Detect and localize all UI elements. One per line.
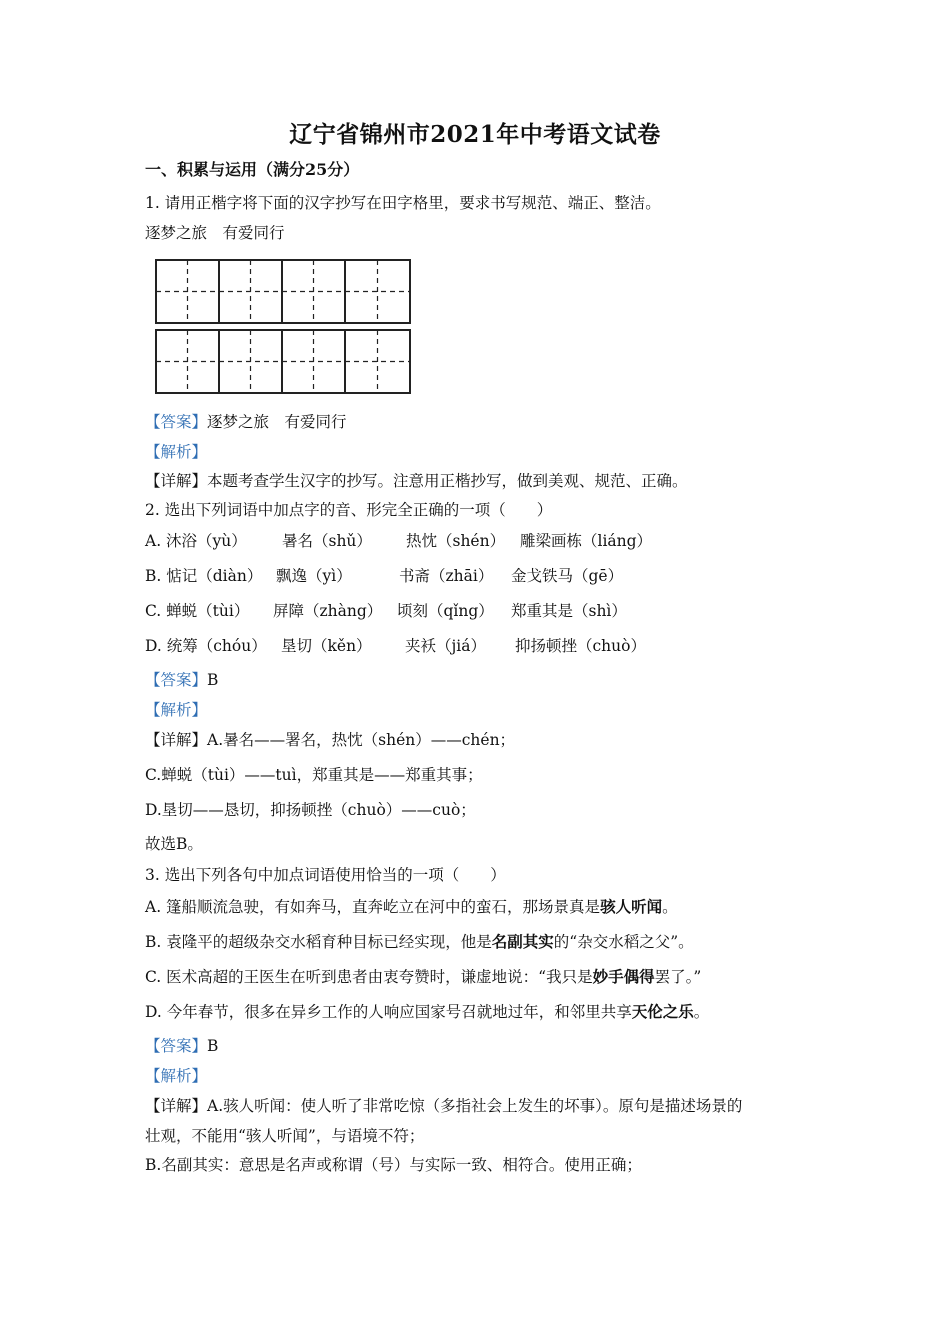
question-1-analysis xyxy=(145,442,207,462)
option-d-keyword: 天伦之乐 xyxy=(631,1002,694,1021)
analysis-tag: 【解析】 xyxy=(145,1067,208,1085)
option-a-word-3: 热忱（shén） xyxy=(406,532,506,550)
section-heading: 一、积累与运用（满分25分） xyxy=(145,160,360,179)
question-2-answer xyxy=(145,670,218,690)
answer-text: B xyxy=(207,671,219,689)
option-b-text: B. 袁隆平的超级杂交水稻育种目标已经实现，他是 xyxy=(145,933,492,951)
answer-tag: 【答案】 xyxy=(145,671,208,689)
question-1-detail xyxy=(145,471,688,491)
question-2-stem: 2. 选出下列词语中加点字的音、形完全正确的一项（ ） xyxy=(145,501,553,519)
question-3-option-d xyxy=(145,1002,709,1022)
question-2-option-d xyxy=(145,636,646,656)
option-c-word-3: 顷刻（qǐng） xyxy=(397,602,494,620)
question-3-stem: 3. 选出下列各句中加点词语使用恰当的一项（ ） xyxy=(145,866,506,884)
question-1-text: 逐梦之旅 有爱同行 xyxy=(145,224,285,242)
option-a-word-4: 雕梁画栋（liáng） xyxy=(520,532,653,550)
question-3-detail-1 xyxy=(145,1096,742,1116)
option-c-word-1: C. 蝉蜕（tùi） xyxy=(145,602,250,620)
question-3-option-c xyxy=(145,967,701,987)
option-c-end: 罢了。” xyxy=(654,968,702,986)
analysis-tag: 【解析】 xyxy=(145,443,208,461)
option-a-text: A. 篷船顺流急驶，有如奔马，直奔屹立在河中的蛮石，那场景真是 xyxy=(145,898,601,916)
question-3-option-a xyxy=(145,897,678,917)
question-1-stem: 1. 请用正楷字将下面的汉字抄写在田字格里，要求书写规范、端正、整洁。 xyxy=(145,194,661,212)
answer-text: 逐梦之旅 有爱同行 xyxy=(207,413,347,431)
option-a-word-1: A. 沐浴（yù） xyxy=(145,532,247,550)
tianzige-grid-drawing xyxy=(155,259,413,395)
option-c-keyword: 妙手偶得 xyxy=(592,967,655,986)
option-d-word-1: D. 统筹（chóu） xyxy=(145,637,267,655)
answer-text: B xyxy=(207,1037,219,1055)
question-2-option-c xyxy=(145,601,627,621)
question-2-option-a xyxy=(145,531,652,551)
option-b-end: 的“杂交水稻之父”。 xyxy=(553,933,694,951)
option-b-word-1: B. 惦记（diàn） xyxy=(145,567,263,585)
detail-text: A.骇人听闻：使人听了非常吃惊（多指社会上发生的坏事）。原句是描述场景的 xyxy=(207,1097,743,1115)
option-b-keyword: 名副其实 xyxy=(491,932,554,951)
answer-tag: 【答案】 xyxy=(145,1037,208,1055)
question-2-option-b xyxy=(145,566,623,586)
option-d-end: 。 xyxy=(693,1003,710,1021)
answer-tag: 【答案】 xyxy=(145,413,208,431)
option-d-word-3: 夹袄（jiá） xyxy=(405,637,487,655)
question-3-detail-3: B.名副其实：意思是名声或称谓（号）与实际一致、相符合。使用正确； xyxy=(145,1156,642,1174)
question-2-detail-4: 故选B。 xyxy=(145,835,203,853)
option-d-word-2: 垦切（kěn） xyxy=(281,637,372,655)
option-b-word-3: 书斋（zhāi） xyxy=(399,567,494,585)
question-2-detail-3: D.垦切——恳切，抑扬顿挫（chuò）——cuò； xyxy=(145,801,476,819)
question-3-detail-2: 壮观，不能用“骇人听闻”，与语境不符； xyxy=(145,1127,425,1145)
option-c-word-4: 郑重其是（shì） xyxy=(511,602,627,620)
option-b-word-4: 金戈铁马（gē） xyxy=(511,567,624,585)
option-d-text: D. 今年春节，很多在异乡工作的人响应国家号召就地过年，和邻里共享 xyxy=(145,1003,632,1021)
page-title: 辽宁省锦州市2021年中考语文试卷 xyxy=(289,121,661,148)
option-b-word-2: 飘逸（yì） xyxy=(276,567,352,585)
question-2-detail-2: C.蝉蜕（tùi）——tuì，郑重其是——郑重其事； xyxy=(145,766,483,784)
detail-text: 本题考查学生汉字的抄写。注意用正楷抄写，做到美观、规范、正确。 xyxy=(207,472,688,490)
question-3-analysis xyxy=(145,1066,207,1086)
detail-tag: 【详解】 xyxy=(145,1097,208,1115)
question-2-detail-1 xyxy=(145,730,515,750)
option-d-word-4: 抑扬顿挫（chuò） xyxy=(515,637,646,655)
option-c-word-2: 屏障（zhàng） xyxy=(273,602,383,620)
question-2-analysis xyxy=(145,700,207,720)
question-3-option-b xyxy=(145,932,694,952)
question-3-answer xyxy=(145,1036,218,1056)
question-1-answer xyxy=(145,412,347,432)
option-a-word-2: 暑名（shǔ） xyxy=(282,532,372,550)
option-c-text: C. 医术高超的王医生在听到患者由衷夸赞时，谦虚地说：“我只是 xyxy=(145,968,593,986)
detail-text: A.暑名——署名，热忱（shén）——chén； xyxy=(207,731,516,749)
detail-tag: 【详解】 xyxy=(145,472,208,490)
option-a-keyword: 骇人听闻 xyxy=(600,897,663,916)
analysis-tag: 【解析】 xyxy=(145,701,208,719)
detail-tag: 【详解】 xyxy=(145,731,208,749)
tianzige-grid xyxy=(155,259,413,395)
option-a-end: 。 xyxy=(662,898,678,916)
